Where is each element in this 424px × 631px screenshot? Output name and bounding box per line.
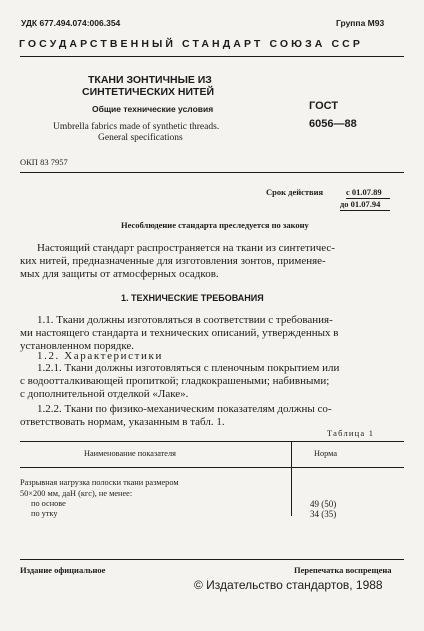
validity-from: с 01.07.89 bbox=[346, 187, 382, 197]
table-top-rule bbox=[20, 441, 404, 442]
okp-code: ОКП 83 7957 bbox=[20, 157, 68, 167]
footer-rule bbox=[20, 559, 404, 560]
title-subtitle: Общие технические условия bbox=[92, 104, 214, 114]
table-header-rule bbox=[20, 467, 404, 468]
group-code: Группа М93 bbox=[336, 18, 385, 28]
table-header-indicator: Наименование показателя bbox=[84, 449, 176, 458]
title-line-1: ТКАНИ ЗОНТИЧНЫЕ ИЗ bbox=[88, 74, 212, 86]
law-notice: Несоблюдение стандарта преследуется по закону bbox=[121, 220, 309, 230]
intro-line-2: ких нитей, предназначенные для изготовления зонтов, применяе- bbox=[20, 255, 326, 267]
udk-code: УДК 677.494.074:006.354 bbox=[21, 18, 121, 28]
table-header-norm: Норма bbox=[314, 449, 338, 458]
table-row-text-4: по утку bbox=[31, 509, 58, 518]
table-value-osnova: 49 (50) bbox=[310, 499, 337, 509]
validity-to: до 01.07.94 bbox=[340, 199, 381, 209]
header-rule bbox=[20, 56, 404, 57]
p122-line-1: 1.2.2. Ткани по физико-механическим показателям должны со- bbox=[37, 403, 332, 415]
p121-line-3: с дополнительной отделкой «Лаке». bbox=[20, 388, 189, 400]
validity-underline-2 bbox=[340, 210, 390, 211]
title-line-2: СИНТЕТИЧЕСКИХ НИТЕЙ bbox=[82, 86, 215, 98]
gost-label: ГОСТ bbox=[309, 100, 339, 112]
p11-line-1: 1.1. Ткани должны изготовляться в соответствии с требования- bbox=[37, 314, 333, 326]
gost-number: 6056—88 bbox=[309, 118, 357, 130]
state-standard-heading: ГОСУДАРСТВЕННЫЙ СТАНДАРТ СОЮЗА ССР bbox=[19, 38, 363, 50]
p12-heading: 1.2. Характеристики bbox=[37, 350, 163, 362]
title-english-1: Umbrella fabrics made of synthetic threads. bbox=[53, 122, 220, 132]
intro-line-3: мых для защиты от атмосферных осадков. bbox=[20, 268, 219, 280]
p121-line-1: 1.2.1. Ткани должны изготовляться с пленочным покрытием или bbox=[37, 362, 340, 374]
section-1-title: 1. ТЕХНИЧЕСКИЕ ТРЕБОВАНИЯ bbox=[121, 293, 264, 303]
p121-line-2: с водоотталкивающей пропиткой; гладкокрашеными; набивными; bbox=[20, 375, 330, 387]
table-row-text-1: Разрывная нагрузка полоски ткани размером bbox=[20, 478, 179, 487]
table-value-utok: 34 (35) bbox=[310, 509, 337, 519]
p11-line-3: установленном порядке. bbox=[20, 340, 135, 352]
official-edition: Издание официальное bbox=[20, 565, 106, 575]
intro-line-1: Настоящий стандарт распространяется на ткани из синтетичес- bbox=[37, 242, 335, 254]
validity-label: Срок действия bbox=[266, 187, 324, 197]
table-caption: Таблица 1 bbox=[327, 428, 375, 438]
title-english-2: General specifications bbox=[98, 133, 183, 143]
table-row-text-3: по основе bbox=[31, 499, 66, 508]
copyright: © Издательство стандартов, 1988 bbox=[194, 578, 383, 592]
reprint-notice: Перепечатка воспрещена bbox=[294, 565, 392, 575]
p122-line-2: ответствовать нормам, указанным в табл. 1. bbox=[20, 416, 225, 428]
table-column-divider bbox=[291, 441, 292, 516]
table-row-text-2: 50×200 мм, даН (кгс), не менее: bbox=[20, 489, 133, 498]
p11-line-2: ми настоящего стандарта и технических описаний, утвержденных в bbox=[20, 327, 339, 339]
okp-rule bbox=[20, 172, 404, 173]
